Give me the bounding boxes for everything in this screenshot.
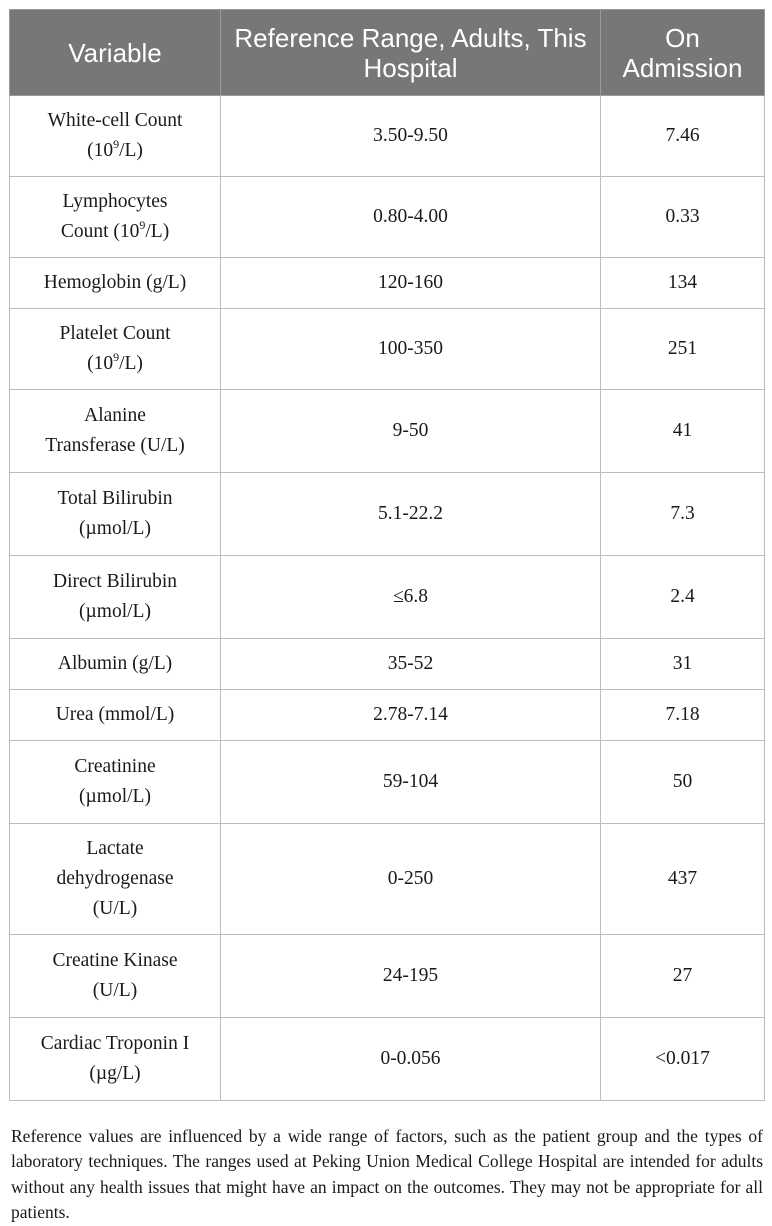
admission-value-cell: 2.4 [601, 556, 765, 639]
variable-cell [10, 1018, 221, 1101]
reference-range-cell: ≤6.8 [221, 556, 601, 639]
variable-cell [10, 177, 221, 258]
variable-name: Creatinine [74, 756, 156, 777]
variable-name: Total Bilirubin [57, 488, 173, 509]
table-row [10, 935, 765, 1018]
reference-range-cell: 59-104 [221, 741, 601, 824]
admission-value-cell: <0.017 [601, 1018, 765, 1101]
table-row [10, 639, 765, 690]
table-body [10, 96, 765, 1101]
variable-unit: Transferase (U/L) [45, 435, 185, 456]
variable-cell [10, 96, 221, 177]
admission-value-cell: 437 [601, 824, 765, 935]
variable-name: Lymphocytes [62, 191, 168, 212]
admission-value-cell: 7.3 [601, 473, 765, 556]
variable-name: White-cell Count [47, 110, 183, 131]
header-reference-range: Reference Range, Adults, This Hospital [221, 10, 601, 96]
header-variable: Variable [10, 10, 221, 96]
admission-value-cell: 134 [601, 258, 765, 309]
variable-cell [10, 741, 221, 824]
reference-range-cell: 120-160 [221, 258, 601, 309]
variable-cell [10, 935, 221, 1018]
variable-unit: (µmol/L) [79, 601, 151, 622]
table-row [10, 309, 765, 390]
variable-cell [10, 390, 221, 473]
table-row [10, 690, 765, 741]
admission-value-cell: 7.18 [601, 690, 765, 741]
reference-range-cell: 35-52 [221, 639, 601, 690]
table-row [10, 96, 765, 177]
admission-value-cell: 7.46 [601, 96, 765, 177]
lab-values-table-container [9, 9, 764, 1101]
variable-unit: (µmol/L) [79, 518, 151, 539]
variable-unit: $(10^9/L)$ [87, 137, 143, 161]
reference-range-cell: 100-350 [221, 309, 601, 390]
table-row [10, 1018, 765, 1101]
variable-unit: (µg/L) [89, 1063, 141, 1084]
table-footnote: Reference values are influenced by a wide range of factors, such as the patient group and the types of laboratory techniques. The ranges used at Peking Union Medical College Hospital are intended for adults without any health issues that might have an impact on the outcomes. They may not be appropriate for all patients. [11, 1125, 763, 1223]
variable-unit: (µmol/L) [79, 786, 151, 807]
reference-range-cell: 0-250 [221, 824, 601, 935]
lab-values-table [9, 9, 765, 1101]
variable-unit: (U/L) [92, 898, 138, 919]
variable-name: Alanine [84, 405, 146, 426]
table-row [10, 556, 765, 639]
table-row [10, 258, 765, 309]
variable-name: Lactate [86, 838, 144, 859]
variable-name: Platelet Count [59, 323, 171, 344]
variable-cell [10, 824, 221, 935]
table-row [10, 177, 765, 258]
reference-range-cell: 3.50-9.50 [221, 96, 601, 177]
variable-name: Creatine Kinase [52, 950, 178, 971]
reference-range-cell: 24-195 [221, 935, 601, 1018]
variable-cell: Albumin (g/L) [10, 639, 221, 690]
variable-unit: Count $(10^9/L)$ [60, 218, 170, 242]
table-row [10, 473, 765, 556]
variable-cell [10, 309, 221, 390]
table-row [10, 741, 765, 824]
variable-unit: $(10^9/L)$ [87, 350, 143, 374]
header-row [10, 10, 765, 96]
table-row [10, 824, 765, 935]
variable-cell [10, 473, 221, 556]
reference-range-cell: 0.80-4.00 [221, 177, 601, 258]
variable-cell: Urea (mmol/L) [10, 690, 221, 741]
admission-value-cell: 41 [601, 390, 765, 473]
admission-value-cell: 31 [601, 639, 765, 690]
variable-cell [10, 556, 221, 639]
reference-range-cell: 0-0.056 [221, 1018, 601, 1101]
variable-cell: Hemoglobin (g/L) [10, 258, 221, 309]
admission-value-cell: 251 [601, 309, 765, 390]
variable-name: Cardiac Troponin I [40, 1033, 190, 1054]
variable-name-cont: dehydrogenase [56, 868, 174, 889]
variable-name: Direct Bilirubin [52, 571, 178, 592]
admission-value-cell: 50 [601, 741, 765, 824]
reference-range-cell: 2.78-7.14 [221, 690, 601, 741]
admission-value-cell: 27 [601, 935, 765, 1018]
variable-unit: (U/L) [92, 980, 138, 1001]
reference-range-cell: 5.1-22.2 [221, 473, 601, 556]
table-row [10, 390, 765, 473]
table-header [10, 10, 765, 96]
header-on-admission: On Admission [601, 10, 765, 96]
admission-value-cell: 0.33 [601, 177, 765, 258]
reference-range-cell: 9-50 [221, 390, 601, 473]
